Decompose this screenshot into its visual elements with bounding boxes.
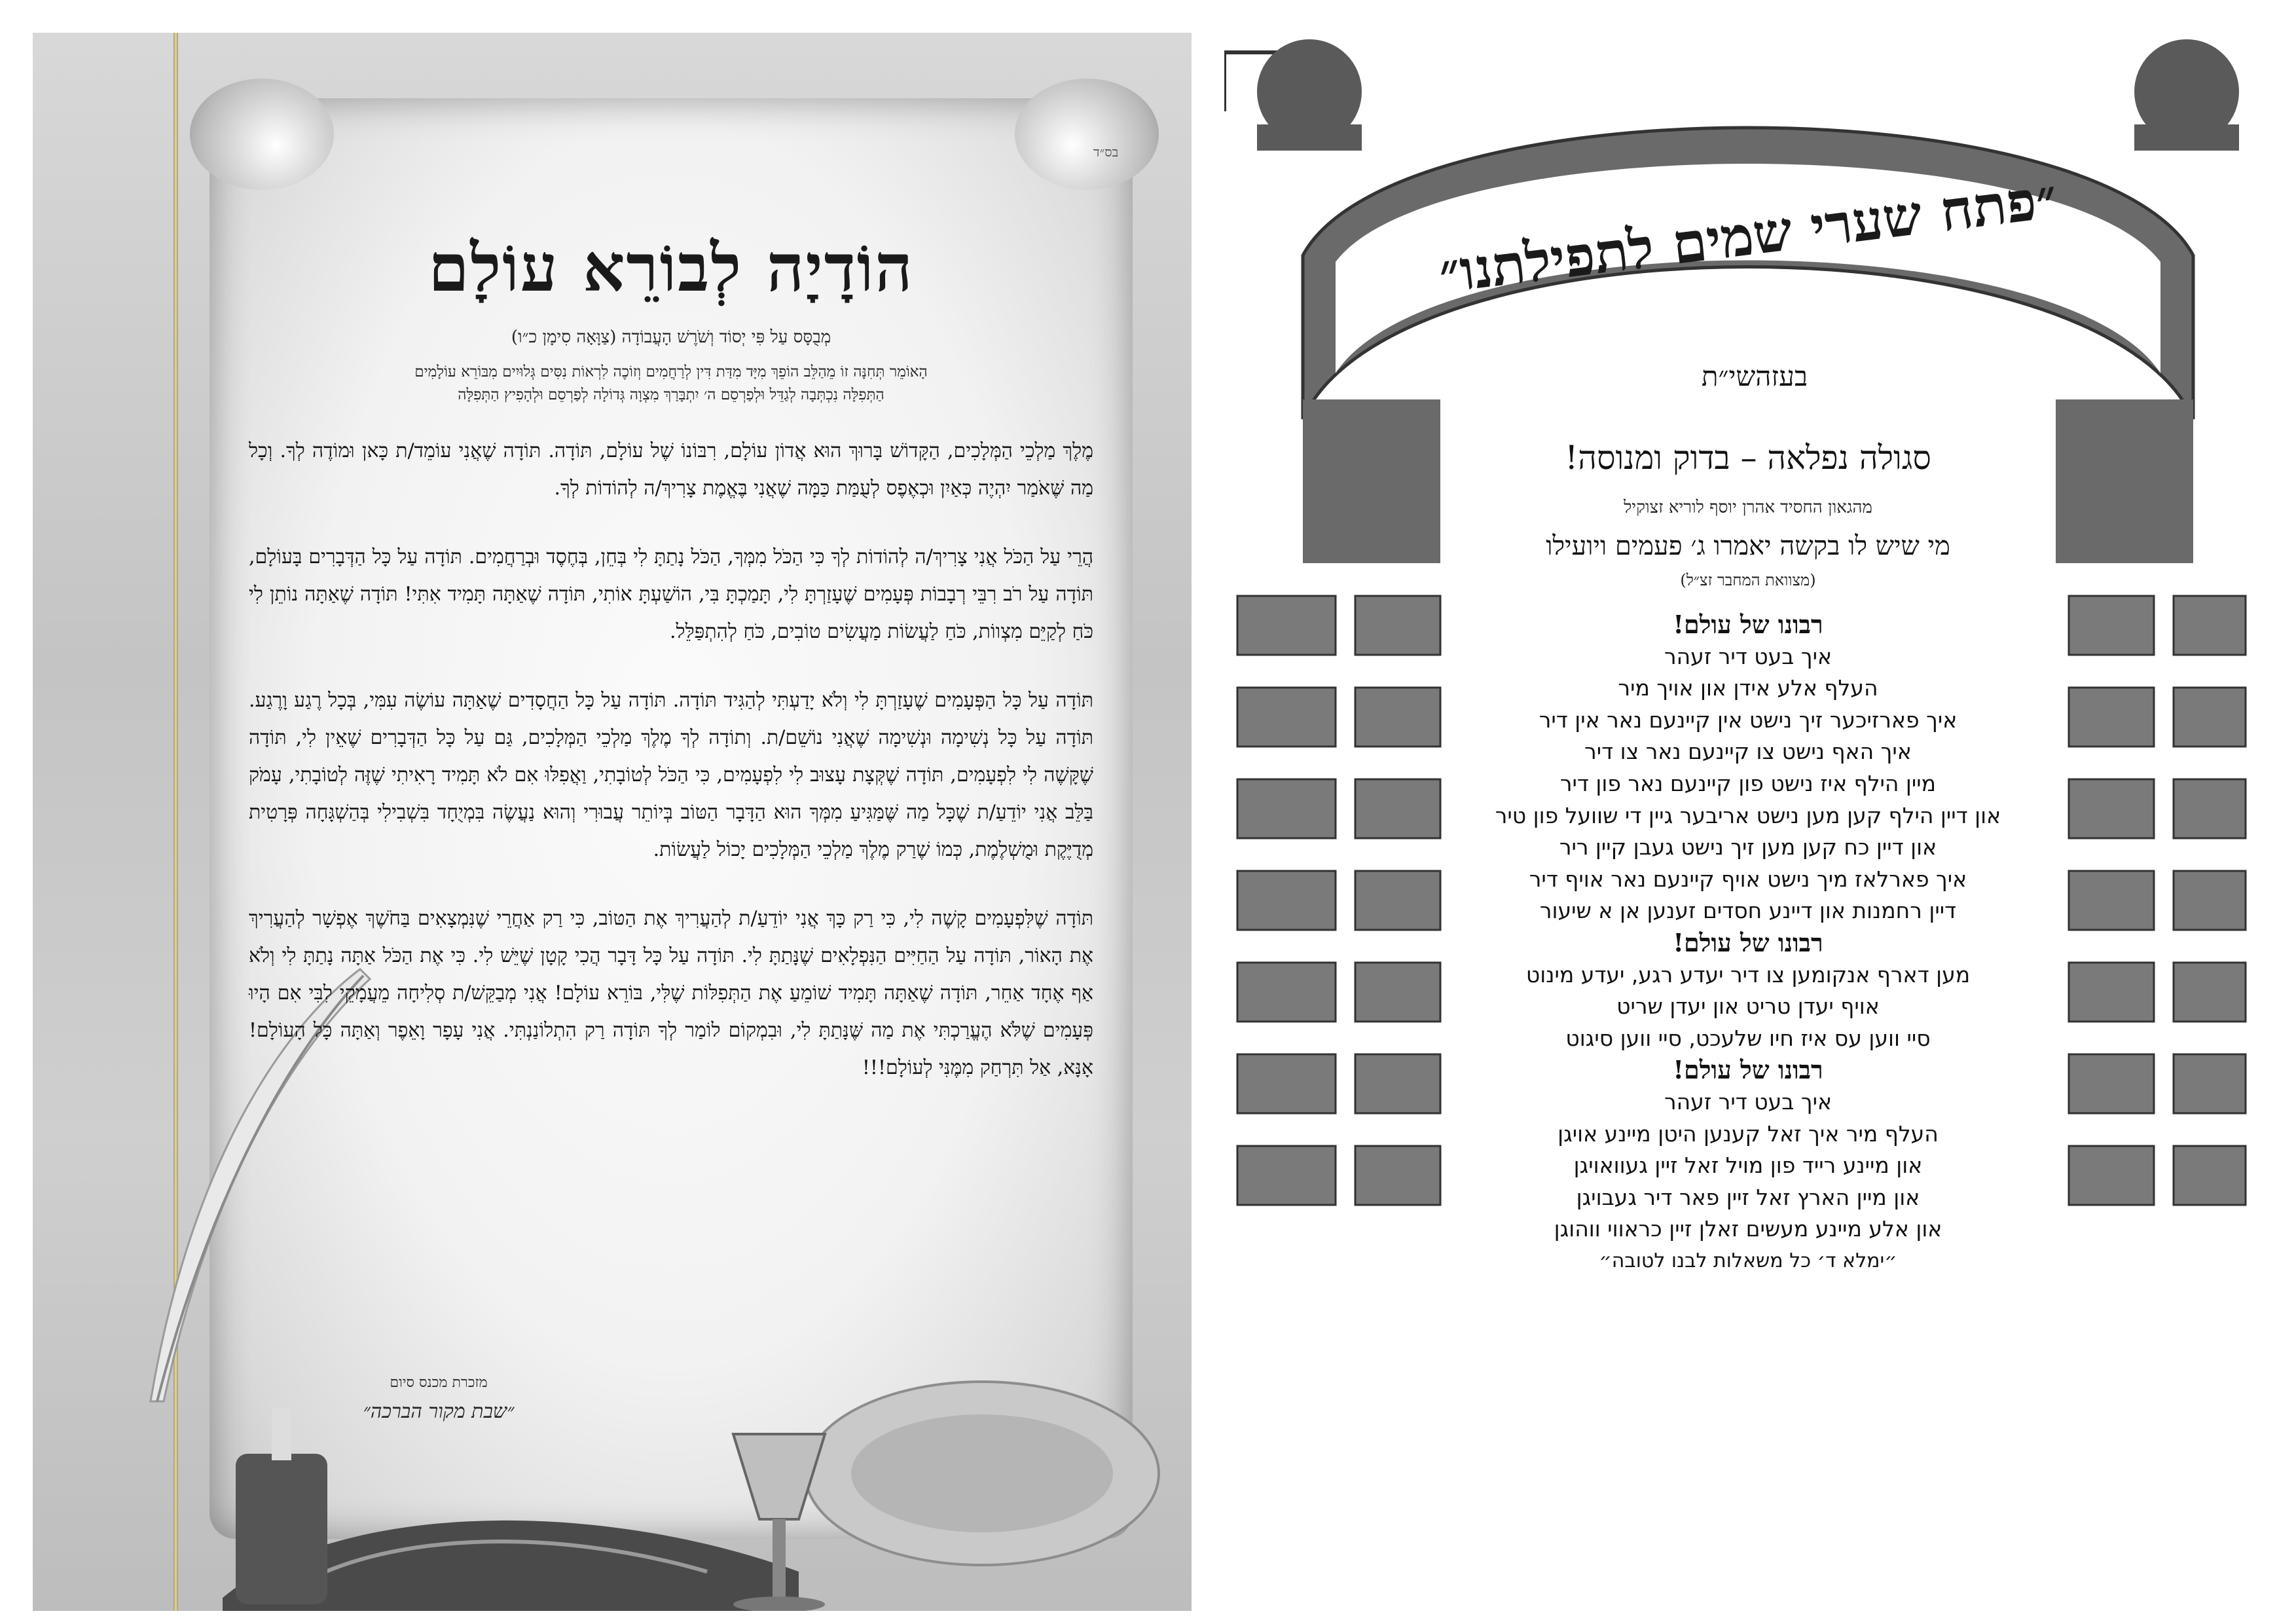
prayer-paragraph: הֲרֵי עַל הַכֹּל אֲנִי צָרִיךְ/ה לְהוֹדוֹת לְךָ כִּי הַכֹּל מִמְּךָ, הַכֹּל נָתַתָּ לִי בְּחֵן, בְּחֶסֶד וּבְרַחֲמִים. תּוֹדָה עַל כָּל הַדְּבָרִים בָּעוֹלָם, תּוֹדָה עַל רֹב רִבֵּי רְבָבוֹת פְּעָמִים שֶׁעָזַרְתָּ לִי, תָּמַכְתָּ בִּי, הוֹשַׁעְתָּ אוֹתִי, תּוֹדָה שֶׁאַתָּה תָּמִיד אִתִּי! תּוֹדָה שֶׁאַתָּה נוֹתֵן לִי כֹּחַ לְקַיֵּם מִצְווֹת, כֹּחַ לַעֲשׂוֹת מַעֲשִׂים טוֹבִים, כֹּחַ לְהִתְפַּלֵּל. xyxy=(249,545,1093,643)
footer-event-name: ״שבת מקור הברכה״ xyxy=(363,1400,515,1423)
prayer-line: העלף מיר איך זאל קענען היטן מיינע אויגן xyxy=(1558,1120,1939,1147)
prayer-line: און דיין כח קען מען זיך נישט געבן קיין ריר xyxy=(1559,834,1937,860)
prayer-closing-line: ״ימלא ד׳ כל משאלות לבנו לטובה״ xyxy=(1599,1249,1897,1272)
source-note: (מצוואת המחבר זצ״ל) xyxy=(1680,571,1816,589)
prayer-line: און מיין הארץ זאל זיין פאר דיר געבויגן xyxy=(1576,1184,1920,1210)
prayer-line: און מיינע רייד פון מויל זאל זיין געוואויגן xyxy=(1573,1153,1923,1179)
arch-title: ״פתח שערי שמים לתפילתנו״ xyxy=(1435,165,2061,306)
prayer-line: איך האף נישט צו קיינעם נאר צו דיר xyxy=(1584,739,1912,765)
right-page-segula-prayer xyxy=(1224,33,2272,1611)
author-byline: מהגאון החסיד אהרן יוסף לוריא זצוקיל xyxy=(1624,498,1872,517)
prayer-line: העלף אלע אידן און אויך מיר xyxy=(1618,675,1878,701)
prayer-line: דיין רחמנות און דיינע חסדים זענען אן א שיעור xyxy=(1539,898,1957,924)
prayer-paragraph: תּוֹדָה שֶׁלִּפְעָמִים קָשֶׁה לִי, כִּי רַק כָּךְ אֲנִי יוֹדֵעַ/ת לְהַעֲרִיךְ אֶת הַטּוֹב, כִּי רַק אַחֲרֵי שֶׁנִּמְצָאִים בַּחֹשֶׁךְ אֶפְשָׁר לְהַעֲרִיךְ אֶת הָאוֹר, תּוֹדָה עַל הַחַיִּים הַנִּפְלָאִים שֶׁנָּתַתָּ לִי. תּוֹדָה עַל כָּל דָּבָר הֲכִי קָטָן שֶׁיֵּשׁ לִי. כִּי אֶת הַכֹּל אַתָּה נָתַתָּ לִי וְלֹא אַף אֶחָד אַחֵר, תּוֹדָה שֶׁאַתָּה תָּמִיד שׁוֹמֵעַ אֶת הַתְּפִלּוֹת שֶׁלִּי, בּוֹרֵא עוֹלָם! אֲנִי מְבַקֵּשׁ/ת סְלִיחָה מֵעֲמָקֵי לִבִּי אִם הָיוּ פְּעָמִים שֶׁלֹּא הֶעֱרַכְתִּי אֶת מַה שֶּׁנָּתַתָּ לִי, וּבִמְקוֹם לוֹמַר לְךָ תּוֹדָה רַק הִתְלוֹנַנְתִּי. אֲנִי עָפָר וָאֵפֶר וְאַתָּה כָּל הָעוֹלָם! אָנָּא, אַל תִּרְחַק מִמֶּנִּי לְעוֹלָם!!! xyxy=(249,907,1093,1079)
segula-headline: סגולה נפלאה – בדוק ומנוסה! xyxy=(1565,439,1931,477)
left-page-thanksgiving-prayer xyxy=(33,33,1192,1611)
subtitle-line: הַתְּפִלָּה נִכְתְּבָה לְגַדֵּל וּלְפַרְסֵם ה׳ יִתְבָּרַךְ מִצְוָה גְּדוֹלָה לְפַרְסֵם וּלְהָפִיץ הַתְּפִלָּה xyxy=(458,386,884,403)
prayer-paragraph: תּוֹדָה עַל כָּל הַפְּעָמִים שֶׁעָזַרְתָּ לִי וְלֹא יָדַעְתִּי לְהַגִּיד תּוֹדָה. תּוֹדָה עַל כָּל הַחֲסָדִים שֶׁאַתָּה עוֹשֶׂה עִמִּי, בְּכָל רֶגַע וָרֶגַע. תּוֹדָה עַל כָּל נְשִׁימָה וּנְשִׁימָה שֶׁאֲנִי נוֹשֵׁם/ת. וְתוֹדָה לְךָ מֶלֶךְ מַלְכֵי הַמְּלָכִים, גַּם עַל כָּל הַדְּבָרִים שֶׁאֵין לִי, תּוֹדָה שֶׁקָּשֶׁה לִי לִפְעָמִים, תּוֹדָה שֶׁקְּצָת עָצוּב לִי לִפְעָמִים, כִּי הַכֹּל לְטוֹבָתִי, וַאֲפִלּוּ אִם לֹא תָּמִיד רָאִיתִי שֶׁזֶּה לְטוֹבָתִי, עָמֹק בַּלֵּב אֲנִי יוֹדֵעַ/ת שֶׁכָּל מַה שֶּׁמַּגִּיעַ מִמְּךָ הוּא הַדָּבָר הַטּוֹב בְּיוֹתֵר עֲבוּרִי וְהוּא נַעֲשֶׂה בִּמְיֻחָד בִּשְׁבִילִי בְּהַשְׁגָּחָה פְּרָטִית מְדֻיֶּקֶת וּמֻשְׁלֶמֶת, כְּמוֹ שֶׁרַק מֶלֶךְ מַלְכֵי הַמְּלָכִים יָכוֹל לַעֲשׂוֹת. xyxy=(249,689,1093,861)
prayer-line: איך פארלאז מיך נישט אויף קיינעם נאר אויף דיר xyxy=(1529,866,1967,892)
yiddish-prayer xyxy=(1440,609,2056,1277)
prayer-line: איך בעט דיר זעהר xyxy=(1664,643,1832,669)
prayer-line: איך בעט דיר זעהר xyxy=(1664,1088,1832,1115)
scroll-curl-top-left xyxy=(190,79,334,190)
prayer-line: מען דארף אנקומען צו דיר יעדע רגע, יעדע מינוט xyxy=(1525,961,1971,987)
prayer-line: מיין הילף איז נישט פון קיינעם נאר פון דיר xyxy=(1559,770,1937,796)
prayer-body xyxy=(249,432,1093,1118)
prayer-line: און דיין הילף קען מען נישט אריבער גיין די שוועל פון טיר xyxy=(1495,802,2001,828)
page-title: הוֹדָיָה לְבוֹרֵא עוֹלָם xyxy=(428,229,914,306)
prayer-line: רבונו של עולם! xyxy=(1673,1055,1823,1085)
prayer-line: און אלע מיינע מעשים זאלן זיין כראווי ווהוגן xyxy=(1554,1216,1942,1242)
prayer-line: אויף יעדן טריט און יעדן שריט xyxy=(1616,993,1880,1020)
footer-souvenir-line: מזכרת מכנס סיום xyxy=(390,1375,488,1391)
prayer-line: רבונו של עולם! xyxy=(1673,610,1823,639)
prayer-line: סיי ווען עס איז חיו שלעכט, סיי ווען סיגוט xyxy=(1565,1025,1931,1051)
bsd-mark: בעזהשי״ת xyxy=(1701,360,1808,392)
instruction-line: מי שיש לו בקשה יאמרו ג׳ פעמים ויועילו xyxy=(1546,531,1950,561)
scroll-curl-top-right xyxy=(1015,79,1159,190)
subtitle-line: מְבֻסָּס עַל פִּי יְסוֹד וְשֹׁרֶשׁ הָעֲבוֹדָה (צַוָּאָה סִימָן כ״ו) xyxy=(511,327,831,347)
prayer-paragraph: מֶלֶךְ מַלְכֵי הַמְּלָכִים, הַקָּדוֹשׁ בָּרוּךְ הוּא אֲדוֹן עוֹלָם, רִבּוֹנוֹ שֶׁל עוֹלָם, תּוֹדָה. תּוֹדָה שֶׁאֲנִי עוֹמֵד/ת כָּאן וּמוֹדֶה לְךָ. וְכָל מַה שֶּׁאֹמַר יִהְיֶה כְּאַיִן וּכְאֶפֶס לְעֻמַּת כַּמָּה שֶׁאֲנִי בֶּאֱמֶת צָרִיךְ/ה לְהוֹדוֹת לְךָ. xyxy=(249,439,1093,500)
bsd-mark: בס״ד xyxy=(1093,144,1119,160)
prayer-line: רבונו של עולם! xyxy=(1673,927,1823,957)
prayer-line: איך פארזיכער זיך נישט אין קיינעם נאר אין דיר xyxy=(1539,707,1958,733)
subtitle-line: הָאוֹמֵר תְּחִנָּה זוֹ מֵהַלֵּב הוֹפֵךְ מִיָּד מִדַּת דִּין לְרַחֲמִים וְזוֹכֶה לִרְאוֹת נִסִּים גְּלוּיִים מִבּוֹרֵא עוֹלָמִים xyxy=(414,363,928,380)
